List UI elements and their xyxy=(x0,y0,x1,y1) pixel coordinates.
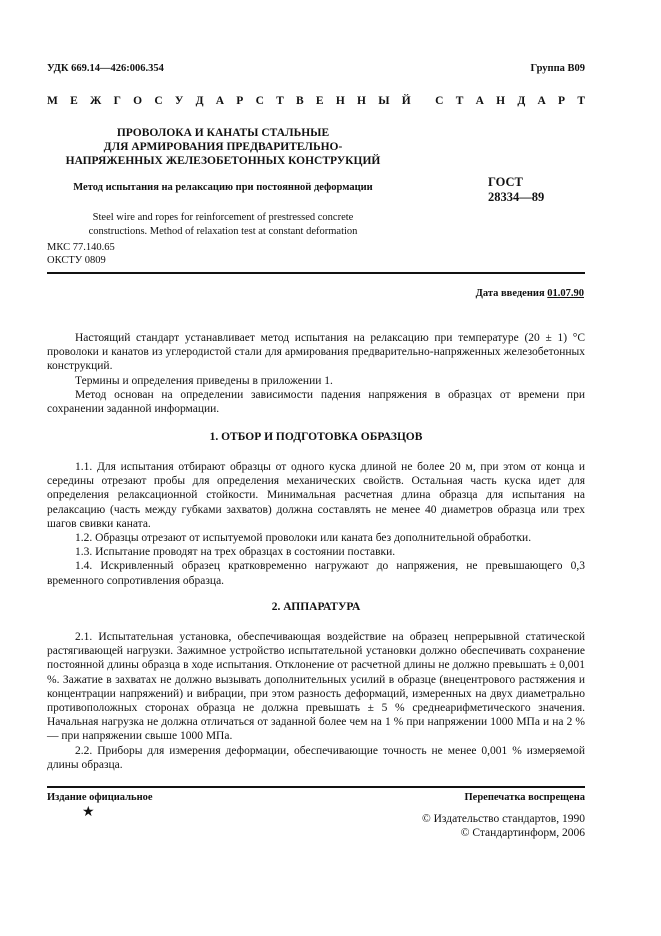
reprint-notice: Перепечатка воспрещена xyxy=(464,792,585,803)
okstu-code: ОКСТУ 0809 xyxy=(47,255,106,266)
letter: Е xyxy=(70,95,78,107)
letter: Е xyxy=(315,95,324,107)
letter: Р xyxy=(236,95,244,107)
udk-code: УДК 669.14—426:006.354 xyxy=(47,63,164,74)
gost-designation xyxy=(488,175,544,205)
paragraph: 2.2. Приборы для измерения деформации, обеспечивающие точность не менее 0,001 % измеряемой длины образца. xyxy=(47,744,585,771)
paragraph: 1.1. Для испытания отбирают образцы от одного куска длиной не более 20 м, при этом от конца и середины отрезают пробы для определения механических свойств. Остальная часть куска идет для определения релаксационной стойкости. Минимальная расчетная длина образца для испытания на релаксацию (часть между губками захватов) должна составлять не менее 40 диаметров образца или трех шагов свивки каната. xyxy=(47,461,585,530)
letter: Д xyxy=(517,95,526,107)
paragraph: 1.3. Испытание проводят на трех образцах в состоянии поставки. xyxy=(75,546,396,559)
paragraph: Метод основан на определении зависимости падения напряжения в образцах от времени при сохранении заданной информации. xyxy=(47,388,585,416)
letter: Д xyxy=(195,95,204,107)
standard-type-heading xyxy=(47,95,585,107)
letter: С xyxy=(255,95,264,107)
letter: Ы xyxy=(378,95,390,107)
letter: С xyxy=(154,95,163,107)
official-edition: Издание официальное xyxy=(47,792,153,803)
letter: Т xyxy=(577,95,585,107)
group-code: Группа В09 xyxy=(530,63,585,74)
copyright-line-2: © Стандартинформ, 2006 xyxy=(460,827,585,839)
document-title xyxy=(60,126,386,168)
section-1-text xyxy=(47,460,585,588)
gost-number: 28334—89 xyxy=(488,190,545,204)
paragraph: 1.2. Образцы отрезают от испытуемой проволоки или каната без дополнительной обработки. xyxy=(75,532,532,545)
letter: Т xyxy=(455,95,464,107)
letter: А xyxy=(475,95,484,107)
english-title xyxy=(63,211,383,239)
classification-codes xyxy=(47,241,115,267)
section-1-heading: 1. ОТБОР И ПОДГОТОВКА ОБРАЗЦОВ xyxy=(209,431,423,443)
letter: М xyxy=(47,95,58,107)
paragraph: 2.1. Испытательная установка, обеспечивающая воздействие на образец непрерывной статической растягивающей нагрузки. Зажимное устройство испытательной установки должно обеспечивать сохранение постоянной длины образца в ходе испытания. Отклонение от расчетной длины не должно превышать ± 0,001 %. Зажатие в захватах не должно вызывать дополнительных усилий в образце (внецентрового растяжения и концентрации напряжений) и вибрации, при этом разность деформаций, измеренных на двух диаметрально противоположных сторонах образца не должна превышать ± 5 % среднеарифметического значения. Начальная нагрузка не должна отличаться от заданной более чем на 1 % при напряжении 1000 МПа и на 2 % — при напряжении свыше 1000 МПа. xyxy=(47,631,585,743)
mks-code: МКС 77.140.65 xyxy=(47,242,115,253)
date-label: Дата введения xyxy=(475,288,545,299)
letter: Й xyxy=(401,95,411,107)
english-title-line-1: Steel wire and ropes for reinforcement of prestressed concrete xyxy=(92,212,354,223)
letter: Н xyxy=(496,95,506,107)
letter: Н xyxy=(357,95,366,107)
title-line-1: ПРОВОЛОКА И КАНАТЫ СТАЛЬНЫЕ xyxy=(116,127,330,139)
letter: В xyxy=(296,95,304,107)
star-icon: ★ xyxy=(82,805,95,820)
document-subtitle: Метод испытания на релаксацию при постоянной деформации xyxy=(73,182,373,193)
letter: С xyxy=(435,95,444,107)
copyright-line-1: © Издательство стандартов, 1990 xyxy=(421,813,585,825)
section-2-heading: 2. АППАРАТУРА xyxy=(271,601,361,613)
paragraph: Термины и определения приведены в приложении 1. xyxy=(75,374,333,387)
letter: У xyxy=(174,95,184,107)
intro-text xyxy=(47,331,585,416)
paragraph: 1.4. Искривленный образец кратковременно нагружают до напряжения, не превышающего 0,3 временного сопротивления образца. xyxy=(47,560,585,587)
letter: Р xyxy=(558,95,566,107)
section-2-text xyxy=(47,630,585,772)
gost-label: ГОСТ xyxy=(488,175,523,189)
copyright xyxy=(422,812,585,840)
paragraph: Настоящий стандарт устанавливает метод испытания на релаксацию при температуре (20 ± 1) °С проволоки и канатов из углеродистой стали для армирования предварительно-напряженных железобетонных конструкций. xyxy=(47,332,585,373)
date-value: 01.07.90 xyxy=(547,288,584,299)
title-line-3: НАПРЯЖЕННЫХ ЖЕЛЕЗОБЕТОННЫХ КОНСТРУКЦИЙ xyxy=(65,155,381,167)
letter: А xyxy=(215,95,225,107)
divider xyxy=(47,272,585,274)
letter: Т xyxy=(276,95,284,107)
letter: Ж xyxy=(90,95,102,107)
title-line-2: ДЛЯ АРМИРОВАНИЯ ПРЕДВАРИТЕЛЬНО- xyxy=(103,141,343,153)
footer-divider xyxy=(47,786,585,788)
letter: Г xyxy=(113,95,121,107)
letter: О xyxy=(133,95,143,107)
letter: Н xyxy=(335,95,345,107)
english-title-line-2: constructions. Method of relaxation test at constant deformation xyxy=(88,226,358,237)
letter: А xyxy=(537,95,546,107)
introduction-date xyxy=(400,288,584,299)
